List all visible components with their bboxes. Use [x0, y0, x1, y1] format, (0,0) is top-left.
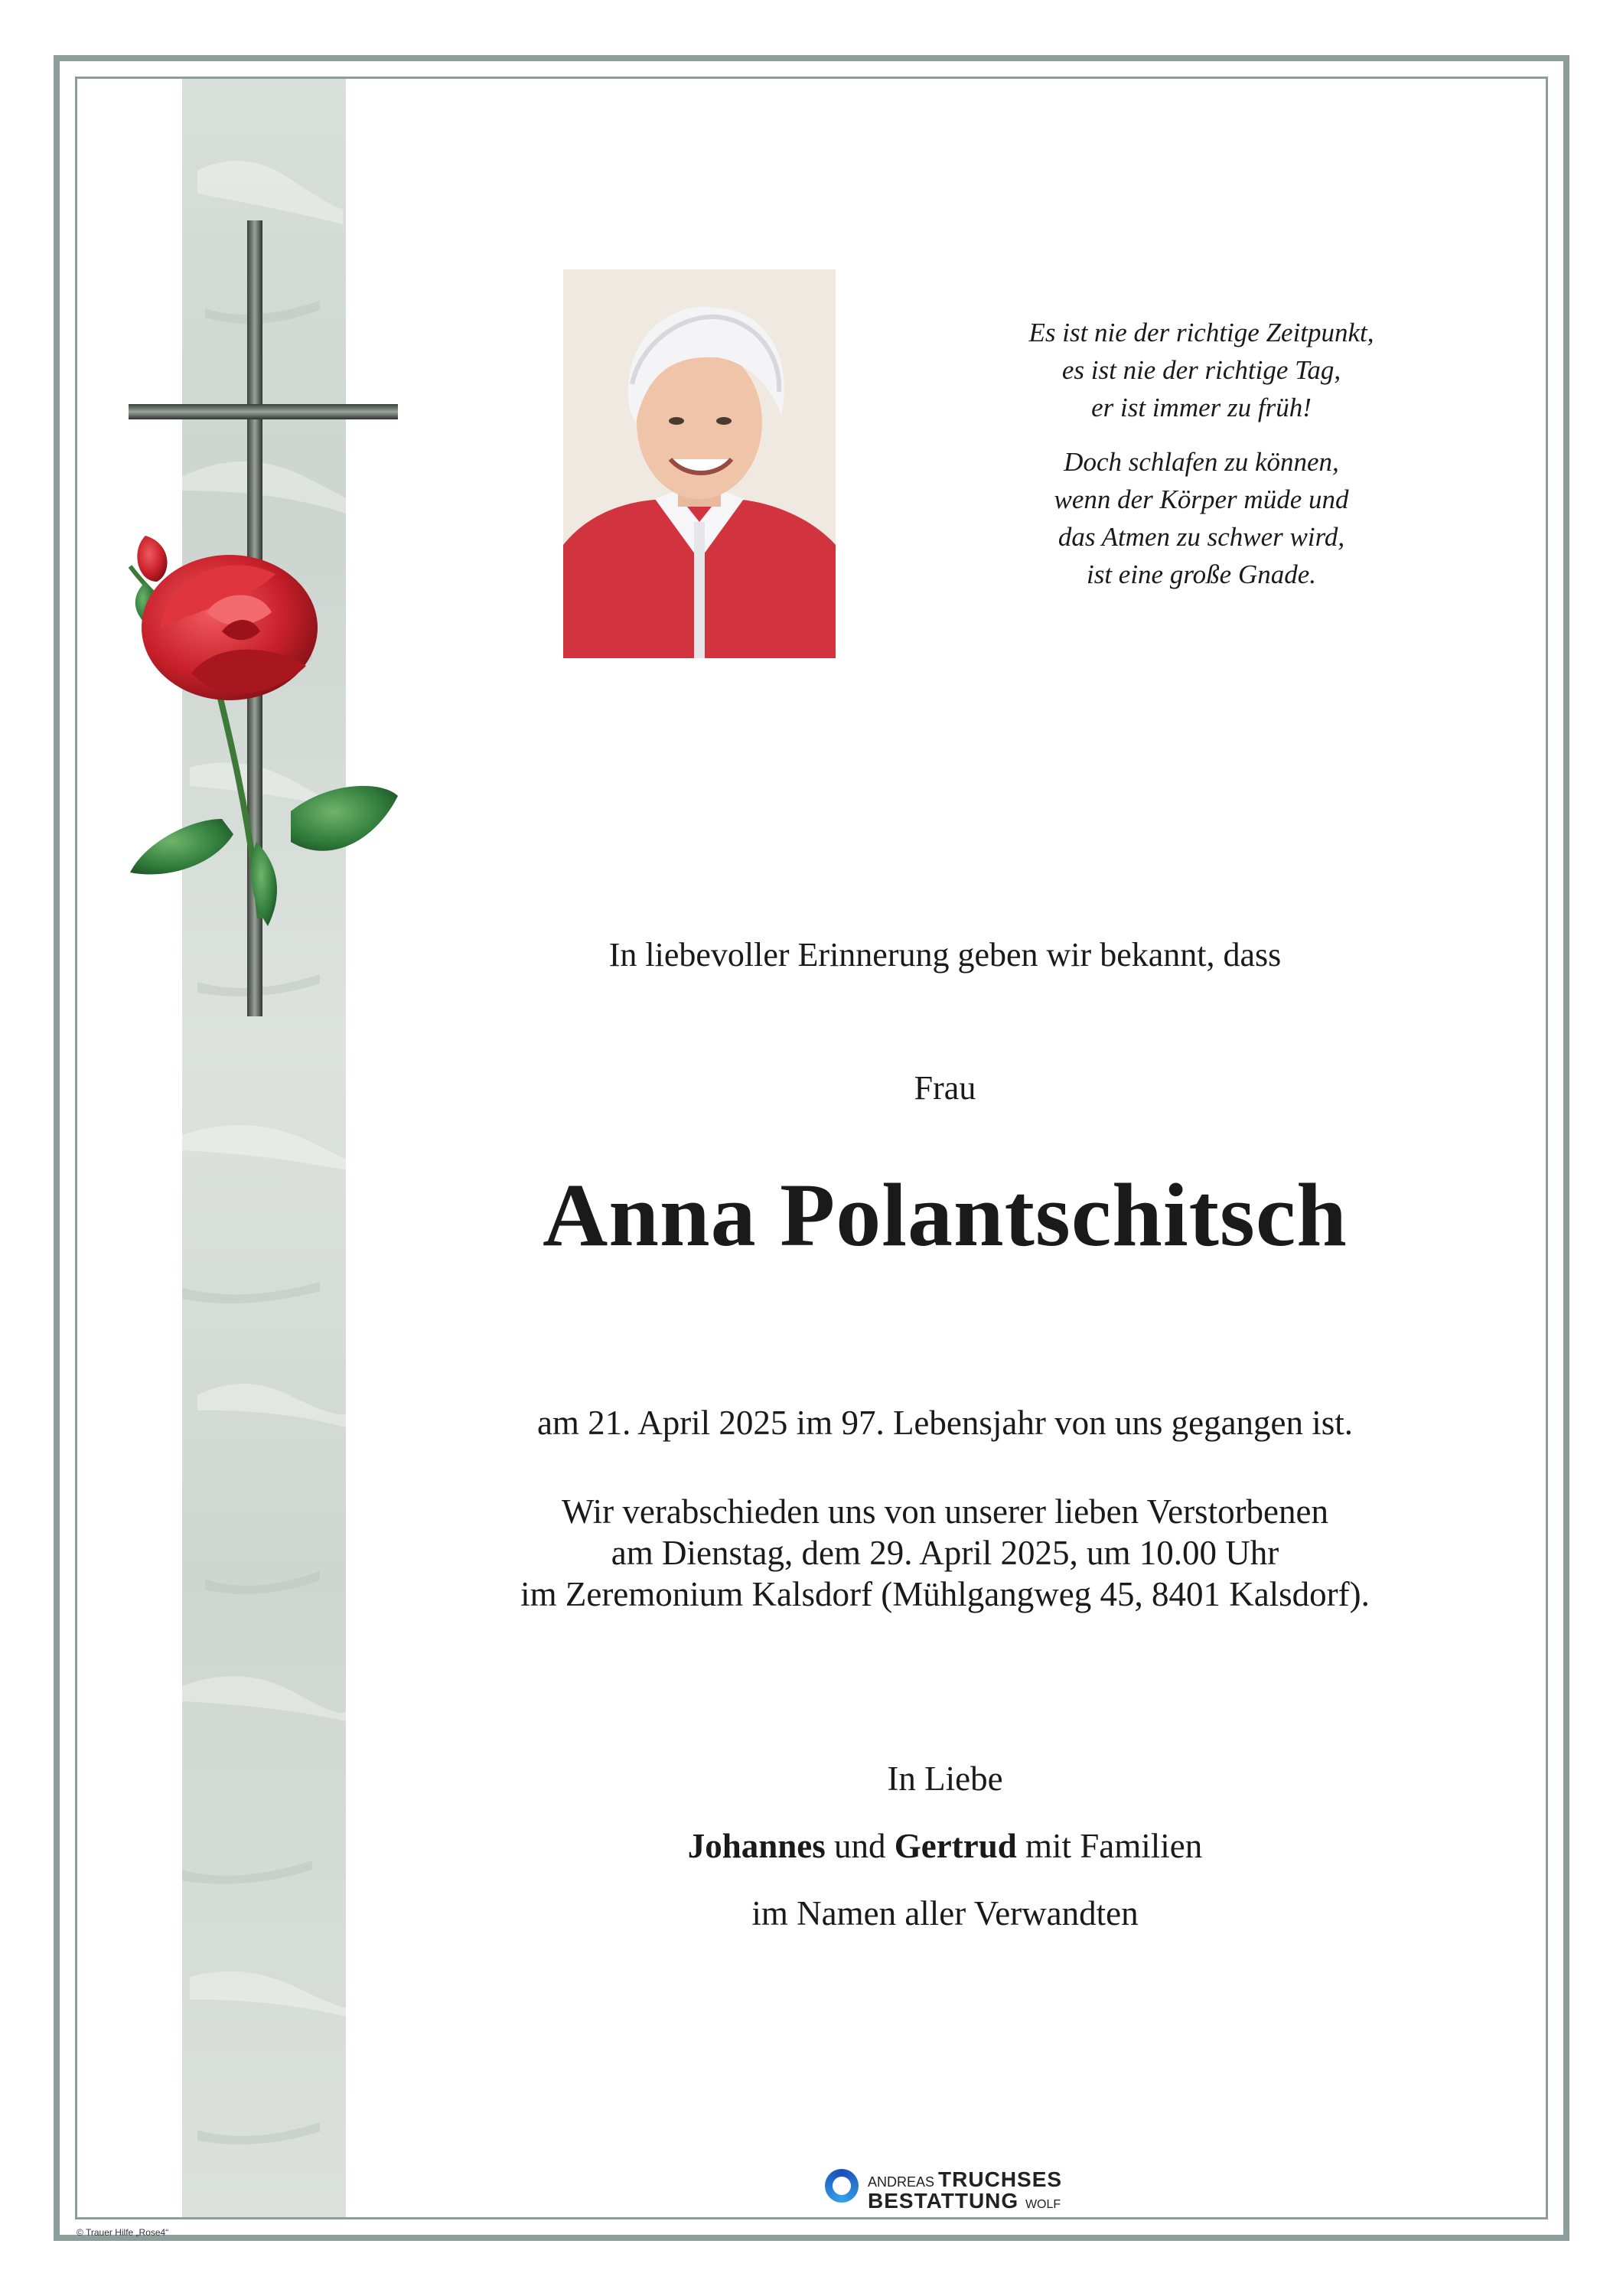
rose-bud	[137, 536, 167, 582]
poem-line: Es ist nie der richtige Zeitpunkt,	[1028, 318, 1374, 347]
poem-line: er ist immer zu früh!	[1091, 393, 1312, 422]
logo-ring-icon	[825, 2169, 859, 2203]
farewell-line: im Zeremonium Kalsdorf (Mühlgangweg 45, 8401 Kalsdorf).	[520, 1575, 1370, 1613]
poem-stanza-1	[934, 314, 1469, 426]
logo-small-text: ANDREAS	[868, 2174, 935, 2190]
logo-brand-text: TRUCHSES	[938, 2167, 1063, 2191]
copyright-note: © Trauer Hilfe „Rose4“	[77, 2227, 169, 2238]
poem-line: ist eine große Gnade.	[1086, 559, 1317, 589]
rose-bloom	[142, 555, 318, 700]
salutation: Frau	[914, 1069, 976, 1107]
rose-leaf	[130, 819, 233, 875]
rose-leaf	[291, 786, 398, 851]
poem-line: es ist nie der richtige Tag,	[1061, 355, 1341, 385]
poem-line: Doch schlafen zu können,	[1064, 447, 1339, 477]
death-statement: am 21. April 2025 im 97. Lebensjahr von uns gegangen ist.	[536, 1404, 1354, 1442]
logo-brand-text: BESTATTUNG	[868, 2189, 1019, 2213]
portrait-photo	[563, 269, 836, 658]
family-name-1: Johannes	[687, 1827, 826, 1865]
family-connector: und	[834, 1827, 886, 1865]
farewell-line: am Dienstag, dem 29. April 2025, um 10.00 Uhr	[611, 1534, 1279, 1572]
poem-line: wenn der Körper müde und	[1054, 484, 1349, 514]
logo-small-text: WOLF	[1025, 2198, 1061, 2211]
poem	[934, 314, 1469, 610]
funeral-home-logo	[825, 2167, 1070, 2213]
farewell-details	[429, 1491, 1462, 1615]
closing: In Liebe	[887, 1760, 1003, 1798]
family-suffix: mit Familien	[1025, 1827, 1203, 1865]
cross-with-rose-illustration	[99, 214, 421, 1026]
family-signature	[429, 1826, 1462, 1866]
relatives-line: im Namen aller Verwandten	[751, 1894, 1139, 1932]
poem-line: das Atmen zu schwer wird,	[1058, 522, 1345, 552]
logo-line-2	[868, 2189, 1061, 2213]
deceased-name: Anna Polantschitsch	[543, 1165, 1348, 1265]
farewell-line: Wir verabschieden uns von unserer lieben Verstorbenen	[561, 1492, 1329, 1531]
intro-text: In liebevoller Erinnerung geben wir bekannt, dass	[608, 936, 1282, 974]
poem-stanza-2	[934, 443, 1469, 593]
family-name-2: Gertrud	[894, 1827, 1017, 1865]
cross-horizontal-bar	[129, 404, 398, 419]
